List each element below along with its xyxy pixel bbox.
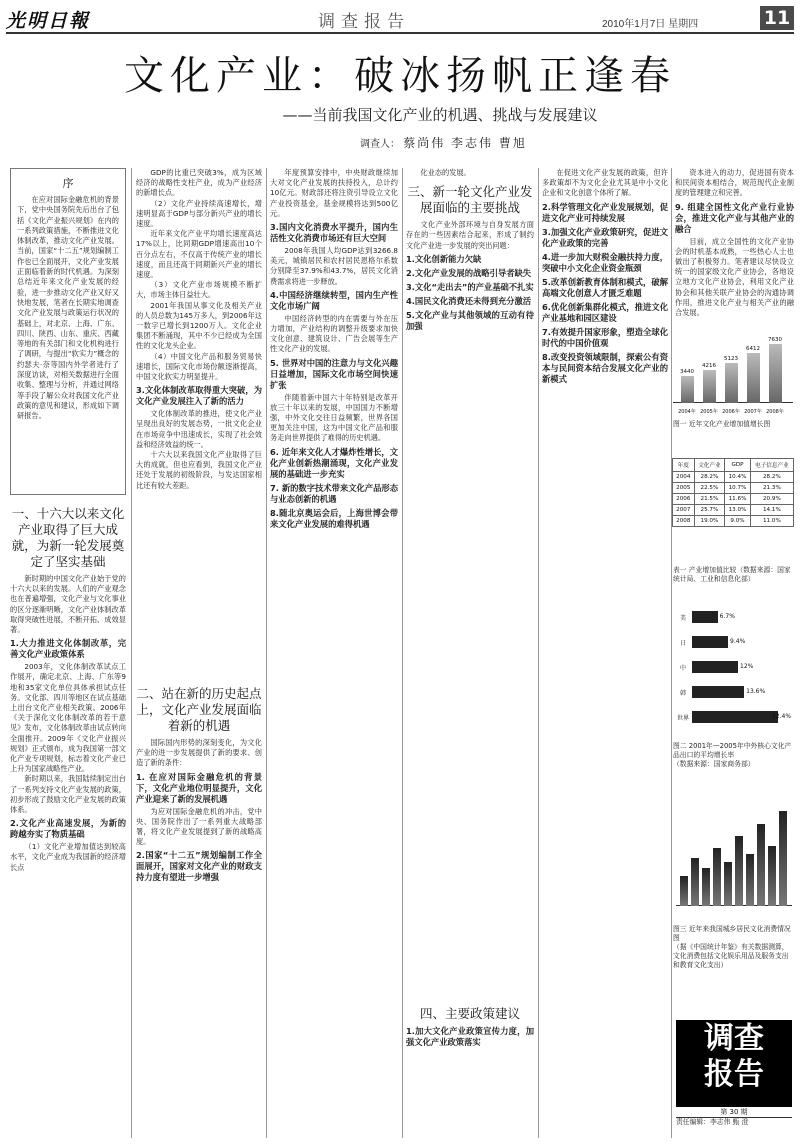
paragraph: （3）文化产业市场规模不断扩大，市场主体日益壮大。 [136, 280, 262, 300]
paragraph: GDP的比重已突破3%，成为区域经济的战略性支柱产业，成为产业经济的新增长点。 [136, 168, 262, 198]
chart-tick-label: 2004年 [678, 409, 696, 415]
table-cell: 2004 [673, 472, 695, 483]
chart-bar [680, 876, 688, 906]
chart-tick-label: 美 [679, 615, 686, 622]
chart-bar [691, 858, 699, 906]
chart2-caption [673, 742, 794, 769]
table-cell: 2005 [673, 483, 695, 494]
table-row [673, 505, 794, 516]
column-5 [542, 168, 668, 1136]
table1-caption: 表一 产业增加值比较（数据来源：国家统计局、工业和信息化部） [673, 566, 791, 583]
chart3-title: 图三 近年来我国城乡居民文化消费情况图 [673, 925, 791, 942]
subheading: 4.进一步加大财税金融扶持力度，突破中小文化企业资金瓶颈 [542, 251, 668, 273]
paragraph: 2008年我国人均GDP达到3266.8美元，城镇居民和农村居民恩格尔系数分别降至37.9%和43.7%，居民文化消费需求将进一步释放。 [270, 246, 398, 286]
chart-data-label: 3440 [680, 369, 694, 376]
growth-comparison-table [672, 458, 794, 527]
paragraph: 伴随着新中国六十年特别是改革开放三十年以来的发展，中国国力不断增强，中外文化交往日益频繁，世界各国更加关注中国，这为中国文化产品和服务走向世界提供了难得的历史机遇。 [270, 392, 398, 443]
table-header-row [673, 459, 794, 472]
table-cell: 19.0% [694, 516, 725, 527]
subheading: 1.加大文化产业政策宣传力度，加强文化产业政策落实 [406, 1026, 534, 1047]
column-name: 调查报告 [318, 12, 410, 32]
column-4 [406, 168, 534, 668]
chart-tick-label: 2005年 [700, 409, 718, 415]
subheading: 7.有效提升国家形象，塑造全球化时代的中国价值观 [542, 326, 668, 348]
table-cell: 13.0% [725, 505, 751, 516]
table-cell: 14.1% [750, 505, 793, 516]
editor-info [676, 1118, 794, 1127]
table-cell: 21.3% [750, 483, 793, 494]
paragraph: 近年来文化产业平均增长速度高达17%以上，比同期GDP增速高出10个百分点左右，不仅高于传统产业的增长速度，而且还高于同期新兴产业的增长速度。 [136, 229, 262, 280]
chart-tick-label: 2006年 [722, 409, 740, 415]
section-heading-4: 四、主要政策建议 [419, 1006, 520, 1021]
paragraph: （2）文化产业持续高速增长，增速明显高于GDP与部分新兴产业的增长速度。 [136, 198, 262, 229]
chart-tick-label: 日 [679, 640, 686, 647]
table-cell: 28.2% [750, 472, 793, 483]
chart-tick-label: 世界 [676, 715, 689, 722]
chart-bar [724, 862, 732, 906]
column-4-lower [406, 1000, 534, 1135]
table-header-cell: 年度 [673, 459, 695, 472]
chart-data-label: 12% [740, 663, 754, 670]
chart-export-growth [676, 607, 794, 739]
paragraph: 2001年我国从事文化及相关产业的人员总数为145万多人，到2006年这一数字已增长到1200万人。文化企业集团不断涌现，其中不少已经成为全国性的文化龙头企业。 [136, 300, 262, 351]
subheading: 8.改变投资领域限制，探索公有资本与民间资本结合发展文化产业的新模式 [542, 351, 668, 384]
table-cell: 28.2% [694, 472, 725, 483]
chart-bar [746, 854, 754, 906]
paragraph: 新时期以来，我国陆续制定出台了一系列支持文化产业发展的政策，初步形成了鼓励文化产业发展的政策体系。 [10, 774, 126, 815]
subheading: 1. 在应对国际金融危机的背景下，文化产业地位明显提升，文化产业迎来了新的发展机遇 [136, 771, 262, 804]
chart-bar [702, 868, 710, 906]
table-row [673, 516, 794, 527]
authors-label: 调查人： [360, 139, 400, 150]
header-divider [6, 32, 794, 34]
column-1 [10, 500, 126, 1135]
chart-consumption [674, 790, 794, 920]
table-cell: 10.7% [725, 483, 751, 494]
table-cell: 2006 [673, 494, 695, 505]
paragraph: 目前，成立全国性的文化产业协会的时机基本成熟，一些热心人士也做出了积极努力。笔者建议尽快设立统一的国家级文化产业协会，各地设立地方文化产业协会，利用文化产业协会和其他关联产业协会的沟通协调作用，推进文化产业与相关产业的融合发展。 [675, 236, 794, 318]
chart-tick-label: 2007年 [744, 409, 762, 415]
subheading: 2.文化产业高速发展，为新的跨越夯实了物质基础 [10, 818, 126, 840]
table-cell: 2008 [673, 516, 695, 527]
subheading: 6. 近年来文化人才爆炸性增长，文化产业创新热潮涌现，文化产业发展的基础进一步充实 [270, 446, 398, 479]
chart-bar [703, 370, 716, 403]
paragraph: 新时期的中国文化产业始于党的十六大以来的发展。人们的产业观念也在普遍增强，文化产业与文化事业的区分逐渐明晰，文化产业体制改革取得突破性进展，不断开拓、成效显著。 [10, 574, 126, 635]
masthead [6, 6, 794, 32]
chart-data-label: 22.4% [772, 713, 792, 720]
table-cell: 11.6% [725, 494, 751, 505]
table-cell: 22.5% [694, 483, 725, 494]
stamp-line-2: 报告 [704, 1057, 764, 1092]
paragraph: （1）文化产业增加值达到较高水平，文化产业成为我国新的经济增长点 [10, 842, 126, 872]
table-cell: 10.4% [725, 472, 751, 483]
issue-date: 2010年1月7日 星期四 [602, 19, 699, 30]
column-divider [671, 168, 672, 1138]
preface-text: 在应对国际金融危机的背景下，党中央国务院先后出台了包括《文化产业振兴规划》在内的一系列政策措施，不断推进文化体制改革，推动文化产业发展。当前，国家“十二五”规划编制工作也已全面展开，文化产业发展正面临着新的时代机遇。为深刻总结近年来文化产业发展的经验，进一步推动文化产业又好又快地发展，笔者在长期实地调查文化产业发展与政策运行状况的基础上，对北京、上海、广东、四川、陕西、山东、重庆、西藏等地的有关部门和文化机构进行了调研，与提出“软实力”概念的约瑟夫·奈等国内外学者进行了深度访谈，对相关数据进行全面收集、整理与分析，并通过网络等手段了解公众对我国文化产业政策的意见和建议，形成如下调研报告。 [17, 195, 119, 421]
table-header-cell: GDP [725, 459, 751, 472]
chart-bar [747, 353, 760, 403]
chart-tick-label: 中 [679, 665, 686, 672]
table-header-cell: 文化产业 [694, 459, 725, 472]
paragraph: 国际国内形势的深刻变化，为文化产业的进一步发展提供了新的要求、创造了新的条件： [136, 738, 262, 768]
chart3-caption [673, 925, 794, 970]
table-row [673, 472, 794, 483]
chart-data-label: 7630 [768, 336, 782, 343]
paragraph: 中国经济转型的内在需要与外在压力增加，产业结构的调整升级要求加快文化创意、建筑设计、广告会展等生产性文化产业的发展。 [270, 313, 398, 354]
section-stamp [676, 1020, 792, 1108]
table-cell: 25.7% [694, 505, 725, 516]
subheading: 3.国内文化消费水平提升，国内生活性文化消费市场还有巨大空间 [270, 222, 398, 244]
subtitle: ——当前我国文化产业的机遇、挑战与发展建议 [282, 106, 598, 124]
paragraph: 为应对国际金融危机的冲击，党中央、国务院作出了一系列重大战略部署，将文化产业发展提到了新的战略高度。 [136, 806, 262, 847]
section-heading-2: 二、站在新的历史起点上，文化产业发展面临着新的机遇 [136, 686, 262, 733]
chart-data-label: 9.4% [730, 638, 746, 645]
paragraph: 资本进入的动力，促进国有资本和民间资本相结合，规范现代企业制度的管理建立和完善。 [675, 168, 794, 198]
subheading: 7. 新的数字技术带来文化产品形态与业态创新的机遇 [270, 482, 398, 504]
main-title: 文化产业：破冰扬帆正逢春 [124, 53, 676, 99]
subheading: 6.优化创新集群化模式，推进文化产业基地和园区建设 [542, 301, 668, 323]
subheading: 5. 世界对中国的注意力与文化兴趣日益增加，国际文化市场空间快速扩张 [270, 357, 398, 390]
column-divider [131, 168, 132, 1138]
subheading: 9. 组建全国性文化产业行业协会，推进文化产业与其他产业的融合 [675, 201, 794, 234]
subheading: 3.加强文化产业政策研究，促进文化产业政策的完善 [542, 226, 668, 248]
chart-data-label: 13.6% [746, 688, 766, 695]
subheading: 2.科学管理文化产业发展规划，促进文化产业可持续发展 [542, 201, 668, 223]
table-header-cell: 电子信息产业 [750, 459, 793, 472]
chart-bar [692, 661, 738, 673]
subheading: 8.随北京奥运会后，上海世博会带来文化产业发展的难得机遇 [270, 507, 398, 529]
table-row [673, 494, 794, 505]
subheading: 5.文化产业与其他领域的互动有待加强 [406, 309, 534, 331]
subheading: 4.中国经济继续转型，国内生产性文化市场广阔 [270, 289, 398, 311]
newspaper-logo: 光明日報 [6, 10, 91, 32]
chart-bar [757, 824, 765, 906]
table-cell: 11.0% [750, 516, 793, 527]
chart-bar [768, 846, 776, 906]
table-cell: 20.9% [750, 494, 793, 505]
chart3-source: （据《中国统计年鉴》有关数据测算，文化消费包括文化娱乐用品及服务支出和教育文化支出） [673, 943, 789, 969]
paragraph: 文化产业外部环境与自身发展方面存在的一些因素结合起来，形成了制约文化产业进一步发展的突出问题： [406, 220, 534, 250]
table-cell: 9.0% [725, 516, 751, 527]
chart2-title: 图二 2001年—2005年中外核心文化产品出口的平均增长率 [673, 742, 792, 759]
subheading: 4.国民文化消费还未得到充分激活 [406, 295, 532, 306]
paragraph: 十六大以来我国文化产业取得了巨大的成就，但也应看到，我国文化产业还处于发展的初级阶段，与发达国家相比还有较大差距。 [136, 450, 262, 490]
subheading: 3.文化“走出去”的产业基础不扎实 [406, 281, 534, 292]
stamp-line-1: 调查 [704, 1021, 764, 1056]
chart-data-label: 6412 [746, 346, 760, 353]
subheading: 2.文化产业发展的战略引导者缺失 [406, 267, 532, 278]
subheading: 1.大力推进文化体制改革，完善文化产业政策体系 [10, 638, 126, 660]
paragraph: 在促进文化产业发展的政策，但许多政策却不为文化企业尤其是中小文化企业和文化创意个体所了解。 [542, 168, 668, 198]
paragraph: （4）中国文化产品和服务贸易快速增长，国际文化市场份额逐渐提高，中国文化软实力明显提升。 [136, 351, 262, 382]
subheading: 2.国家“十二五”规划编制工作全面展开，国家对文化产业的财政支持力度有望进一步增强 [136, 850, 262, 883]
editor-name: 责任编辑：李志伟 甄 澄 [676, 1118, 749, 1126]
stamp-issue: 第 30 期 [676, 1107, 792, 1118]
chart-bar [769, 344, 782, 403]
chart-bar [779, 811, 787, 906]
preface-box [10, 168, 126, 495]
authors-names: 蔡尚伟 李志伟 曹旭 [403, 136, 527, 150]
chart-data-label: 4216 [702, 363, 716, 370]
column-divider [402, 168, 403, 1138]
section-heading-1: 一、十六大以来文化产业取得了巨大成就，为新一轮发展奠定了坚实基础 [11, 506, 125, 569]
column-3 [270, 168, 398, 1136]
column-divider [538, 168, 539, 1138]
column-6 [675, 168, 794, 323]
chart-bar [735, 836, 743, 906]
authors [360, 134, 527, 151]
chart-bar [692, 686, 744, 698]
subheading: 1.文化创新能力欠缺 [406, 253, 482, 264]
chart-bar [692, 611, 718, 623]
section-heading-3: 三、新一轮文化产业发展面临的主要挑战 [407, 184, 533, 216]
column-2-lower [136, 680, 262, 1135]
column-2 [136, 168, 262, 668]
chart-data-label: 6.7% [719, 613, 735, 620]
chart-bar [692, 636, 728, 648]
subheading: 3.文化体制改革取得重大突破，为文化产业发展注入了新的活力 [136, 385, 262, 407]
chart-data-label: 5123 [724, 356, 738, 363]
chart2-source: （数据来源：国家商务部） [673, 760, 755, 768]
table-row [673, 483, 794, 494]
chart-tick-label: 韩 [679, 690, 686, 697]
chart1-caption: 图一 近年文化产业增加值增长图 [673, 420, 771, 428]
subheading: 5.改革创新教育体制和模式，破解高端文化创意人才匮乏难题 [542, 276, 668, 298]
preface-title: 序 [62, 177, 74, 190]
paragraph: 文化体制改革的推进，使文化产业呈现出良好的发展态势，一批文化企业在市场竞争中迅速成长，实现了社会效益和经济效益的统一。 [136, 409, 262, 449]
paragraph: 2003年，文化体制改革试点工作展开，确定北京、上海、广东等9地和35家文化单位具体承担试点任务。文化部、四川等地区在试点基础上出台文化产业相关政策。2006年《关于深化文化体制改革的若干意见》发布，文化体制改革由试点转向全面推开。2009年《文化产业振兴规划》正式颁布，成为我国第一部文化产业专项规划，标志着文化产业已上升为国家战略性产业。 [10, 662, 126, 774]
page-number: 11 [760, 6, 794, 30]
chart-bar [681, 376, 694, 403]
chart-bar [713, 848, 721, 906]
table-cell: 2007 [673, 505, 695, 516]
table-cell: 21.5% [694, 494, 725, 505]
chart-bar [725, 363, 738, 403]
chart-bar [692, 711, 778, 723]
chart-industry-value-growth [673, 330, 793, 415]
chart-tick-label: 2008年 [766, 409, 784, 415]
column-divider [266, 168, 267, 1138]
paragraph: 化业态的发展。 [420, 168, 471, 177]
paragraph: 年度预算安排中，中央财政继续加大对文化产业发展的扶持投入，总计约10亿元。财政部还将注资引导设立文化产业投资基金，基金规模将达到500亿元。 [270, 168, 398, 218]
